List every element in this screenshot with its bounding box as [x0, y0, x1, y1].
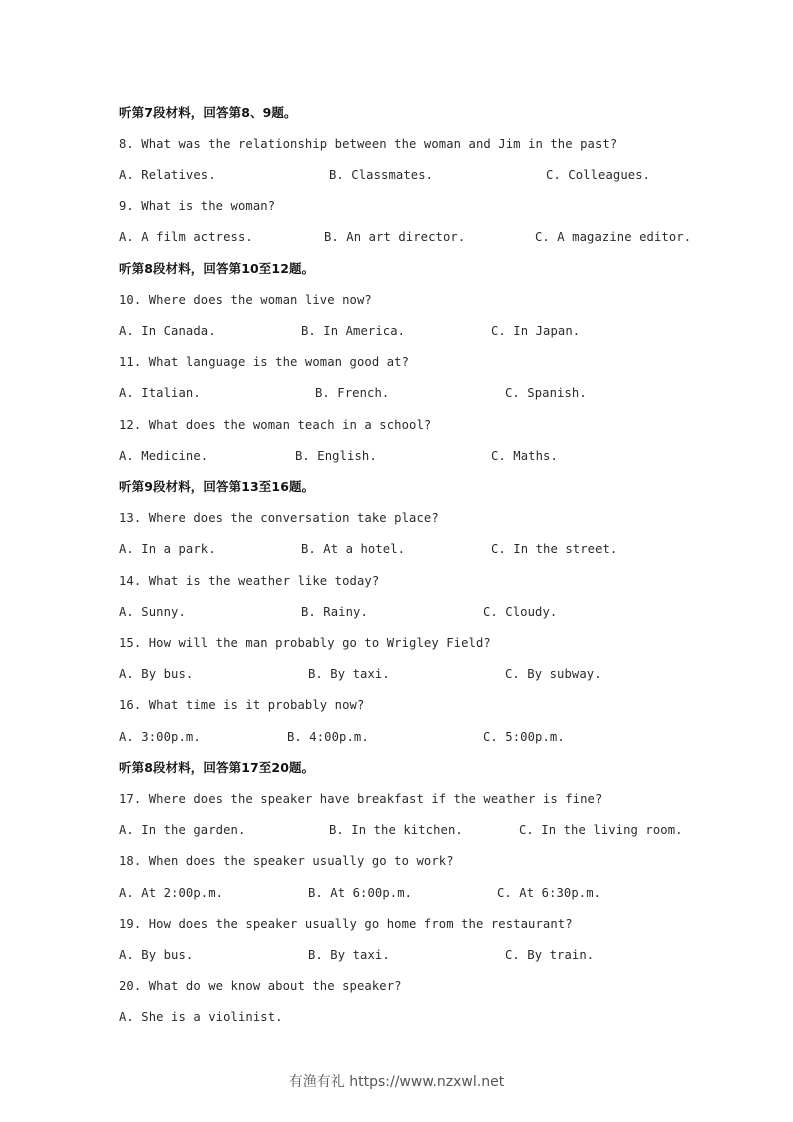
option-a: A. In the garden.: [119, 823, 246, 837]
question-16: 16. What time is it probably now?: [119, 698, 365, 712]
option-c: C. By subway.: [505, 667, 602, 681]
option-b: B. French.: [315, 386, 390, 400]
option-c: C. In Japan.: [491, 324, 581, 338]
question-8: 8. What was the relationship between the woman and Jim in the past?: [119, 137, 618, 151]
option-c: C. At 6:30p.m.: [497, 886, 602, 900]
section-heading: 听第8段材料，回答第10至12题。: [119, 261, 315, 276]
option-c: C. Cloudy.: [483, 605, 558, 619]
option-a: A. Medicine.: [119, 449, 209, 463]
option-a: A. In a park.: [119, 542, 216, 556]
question-11: 11. What language is the woman good at?: [119, 355, 410, 369]
option-c: C. Maths.: [491, 449, 558, 463]
option-b: B. At a hotel.: [301, 542, 406, 556]
option-a: A. She is a violinist.: [119, 1010, 283, 1024]
option-a: A. 3:00p.m.: [119, 730, 201, 744]
option-a: A. Sunny.: [119, 605, 186, 619]
option-b: B. In America.: [301, 324, 406, 338]
question-15: 15. How will the man probably go to Wrigley Field?: [119, 636, 491, 650]
section-heading: 听第9段材料，回答第13至16题。: [119, 479, 315, 494]
question-13: 13. Where does the conversation take place?: [119, 511, 439, 525]
question-18: 18. When does the speaker usually go to work?: [119, 854, 454, 868]
question-20: 20. What do we know about the speaker?: [119, 979, 402, 993]
option-b: B. English.: [295, 449, 377, 463]
option-a: A. At 2:00p.m.: [119, 886, 224, 900]
option-a: A. By bus.: [119, 667, 194, 681]
option-b: B. By taxi.: [308, 948, 390, 962]
option-a: A. A film actress.: [119, 230, 253, 244]
option-c: C. Colleagues.: [546, 168, 651, 182]
question-17: 17. Where does the speaker have breakfast if the weather is fine?: [119, 792, 603, 806]
option-c: C. By train.: [505, 948, 595, 962]
option-c: C. In the living room.: [519, 823, 683, 837]
question-14: 14. What is the weather like today?: [119, 574, 380, 588]
option-a: A. Relatives.: [119, 168, 216, 182]
option-c: C. A magazine editor.: [535, 230, 692, 244]
option-a: A. Italian.: [119, 386, 201, 400]
option-b: B. At 6:00p.m.: [308, 886, 413, 900]
option-b: B. By taxi.: [308, 667, 390, 681]
option-b: B. Rainy.: [301, 605, 368, 619]
section-heading: 听第7段材料，回答第8、9题。: [119, 105, 297, 120]
option-a: A. By bus.: [119, 948, 194, 962]
question-10: 10. Where does the woman live now?: [119, 293, 372, 307]
option-c: C. Spanish.: [505, 386, 587, 400]
option-c: C. 5:00p.m.: [483, 730, 565, 744]
option-c: C. In the street.: [491, 542, 618, 556]
question-9: 9. What is the woman?: [119, 199, 276, 213]
footer-watermark: 有渔有礼 https://www.nzxwl.net: [288, 1074, 505, 1090]
section-heading: 听第8段材料，回答第17至20题。: [119, 760, 315, 775]
option-b: B. Classmates.: [329, 168, 434, 182]
question-19: 19. How does the speaker usually go home from the restaurant?: [119, 917, 573, 931]
option-b: B. An art director.: [324, 230, 466, 244]
option-b: B. 4:00p.m.: [287, 730, 369, 744]
question-12: 12. What does the woman teach in a school?: [119, 418, 432, 432]
option-b: B. In the kitchen.: [329, 823, 463, 837]
option-a: A. In Canada.: [119, 324, 216, 338]
